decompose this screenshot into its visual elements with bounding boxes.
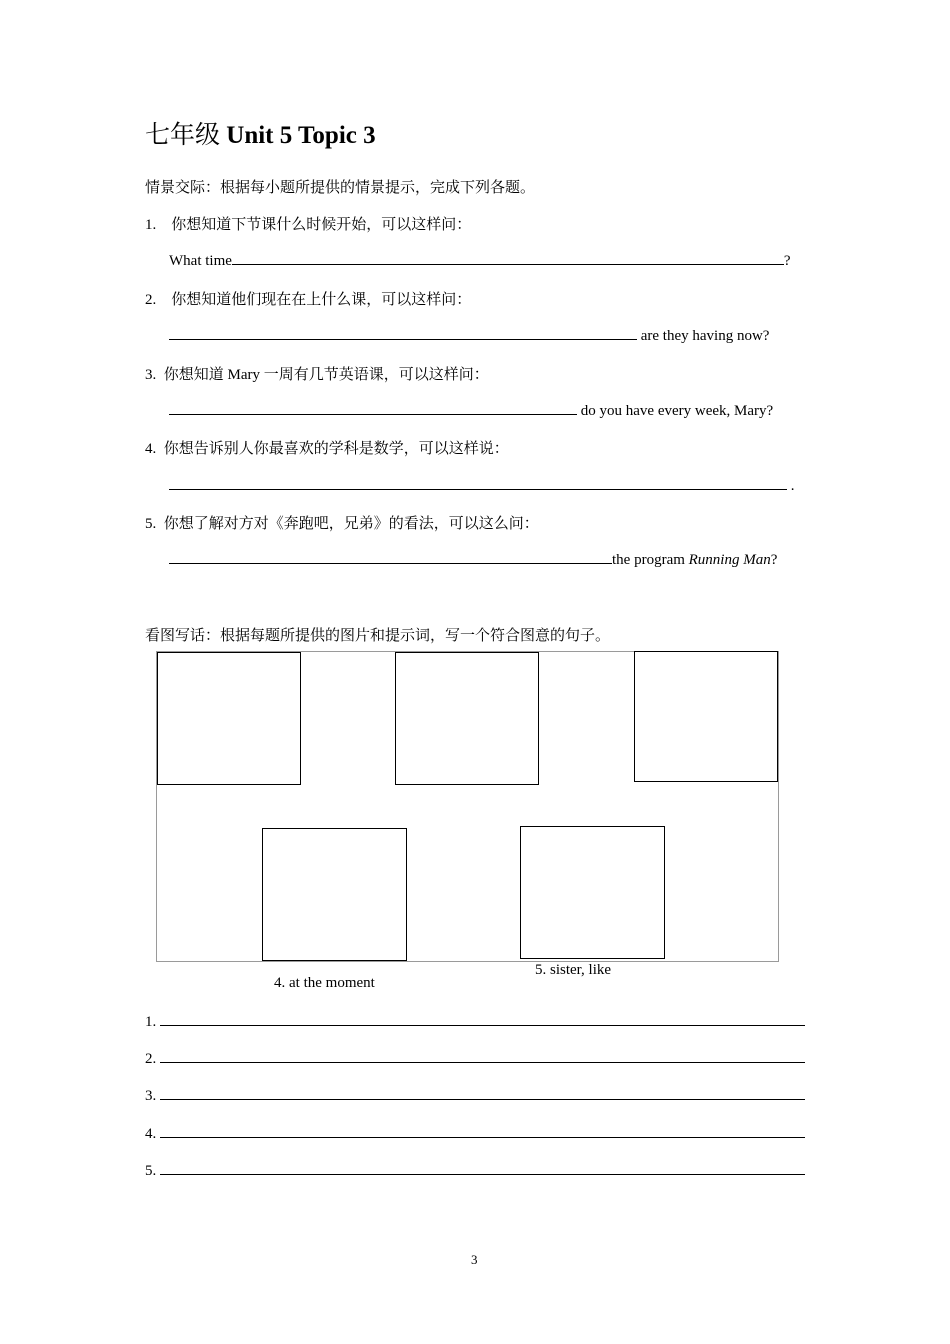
q3-number: 3. xyxy=(145,367,157,383)
answer-row-2 xyxy=(145,1048,805,1068)
q2-answer-blank[interactable] xyxy=(169,325,637,340)
answer-number-2: 2. xyxy=(145,1051,157,1067)
answer-row-1 xyxy=(145,1011,805,1031)
section1-instruction: 情景交际：根据每小题所提供的情景提示，完成下列各题。 xyxy=(145,180,536,196)
picture-3 xyxy=(634,651,778,782)
q1-prompt-row xyxy=(145,213,471,234)
answer-blank-2[interactable] xyxy=(160,1048,805,1063)
q4-prompt-row xyxy=(145,437,509,458)
q1-number: 1. xyxy=(145,217,157,233)
q5-tail-c: ? xyxy=(770,552,778,568)
picture-5 xyxy=(520,826,665,959)
caption-5: 5. sister, like xyxy=(535,962,612,978)
q1-tail: ? xyxy=(783,253,791,269)
q3-prompt-b: 一周有几节英语课，可以这样问： xyxy=(263,367,489,383)
section2-instruction: 看图写话：根据每题所提供的图片和提示词，写一个符合图意的句子。 xyxy=(145,628,611,644)
q2-answer-row xyxy=(169,325,769,345)
answer-blank-5[interactable] xyxy=(160,1160,805,1175)
picture-1 xyxy=(157,652,301,785)
answer-row-5 xyxy=(145,1160,805,1180)
title-unit: Unit 5 Topic 3 xyxy=(226,122,376,149)
answer-row-3 xyxy=(145,1085,805,1105)
answer-blank-1[interactable] xyxy=(160,1011,805,1026)
q4-number: 4. xyxy=(145,441,157,457)
q1-answer-blank[interactable] xyxy=(232,250,784,265)
q2-tail: are they having now? xyxy=(640,328,770,344)
caption-4: 4. at the moment xyxy=(274,975,375,991)
q4-answer-blank[interactable] xyxy=(169,475,787,490)
q4-answer-row xyxy=(169,475,795,495)
answer-number-1: 1. xyxy=(145,1014,157,1030)
picture-2 xyxy=(395,652,539,785)
page-number: 3 xyxy=(471,1252,478,1267)
q5-answer-row xyxy=(169,549,777,569)
picture-4 xyxy=(262,828,407,961)
q2-prompt: 你想知道他们现在在上什么课，可以这样问： xyxy=(171,292,472,308)
q3-answer-row xyxy=(169,400,773,420)
q3-name: Mary xyxy=(227,367,261,383)
q2-number: 2. xyxy=(145,292,157,308)
title-grade: 七年级 xyxy=(145,122,221,149)
q4-prompt: 你想告诉别人你最喜欢的学科是数学，可以这样说： xyxy=(163,441,509,457)
answer-blank-4[interactable] xyxy=(160,1123,805,1138)
q3-prompt-a: 你想知道 xyxy=(163,367,224,383)
q5-program-name: Running Man xyxy=(688,552,771,568)
q3-prompt-row xyxy=(145,363,489,384)
q5-prompt-row xyxy=(145,512,539,533)
q5-answer-blank[interactable] xyxy=(169,549,612,564)
q5-prompt: 你想了解对方对《奔跑吧，兄弟》的看法，可以这么问： xyxy=(163,516,539,532)
q1-prompt: 你想知道下节课什么时候开始，可以这样问： xyxy=(171,217,472,233)
answer-number-3: 3. xyxy=(145,1088,157,1104)
answer-number-4: 4. xyxy=(145,1126,157,1142)
q1-lead: What time xyxy=(169,253,232,269)
answer-row-4 xyxy=(145,1123,805,1143)
answer-number-5: 5. xyxy=(145,1163,157,1179)
q5-number: 5. xyxy=(145,516,157,532)
q2-prompt-row xyxy=(145,288,471,309)
q3-answer-blank[interactable] xyxy=(169,400,577,415)
answer-blank-3[interactable] xyxy=(160,1085,805,1100)
q3-tail: do you have every week, Mary? xyxy=(580,403,774,419)
q4-tail: . xyxy=(790,478,795,494)
q1-answer-row xyxy=(169,250,791,270)
q5-tail-a: the program xyxy=(612,552,689,568)
page-title xyxy=(145,115,376,151)
